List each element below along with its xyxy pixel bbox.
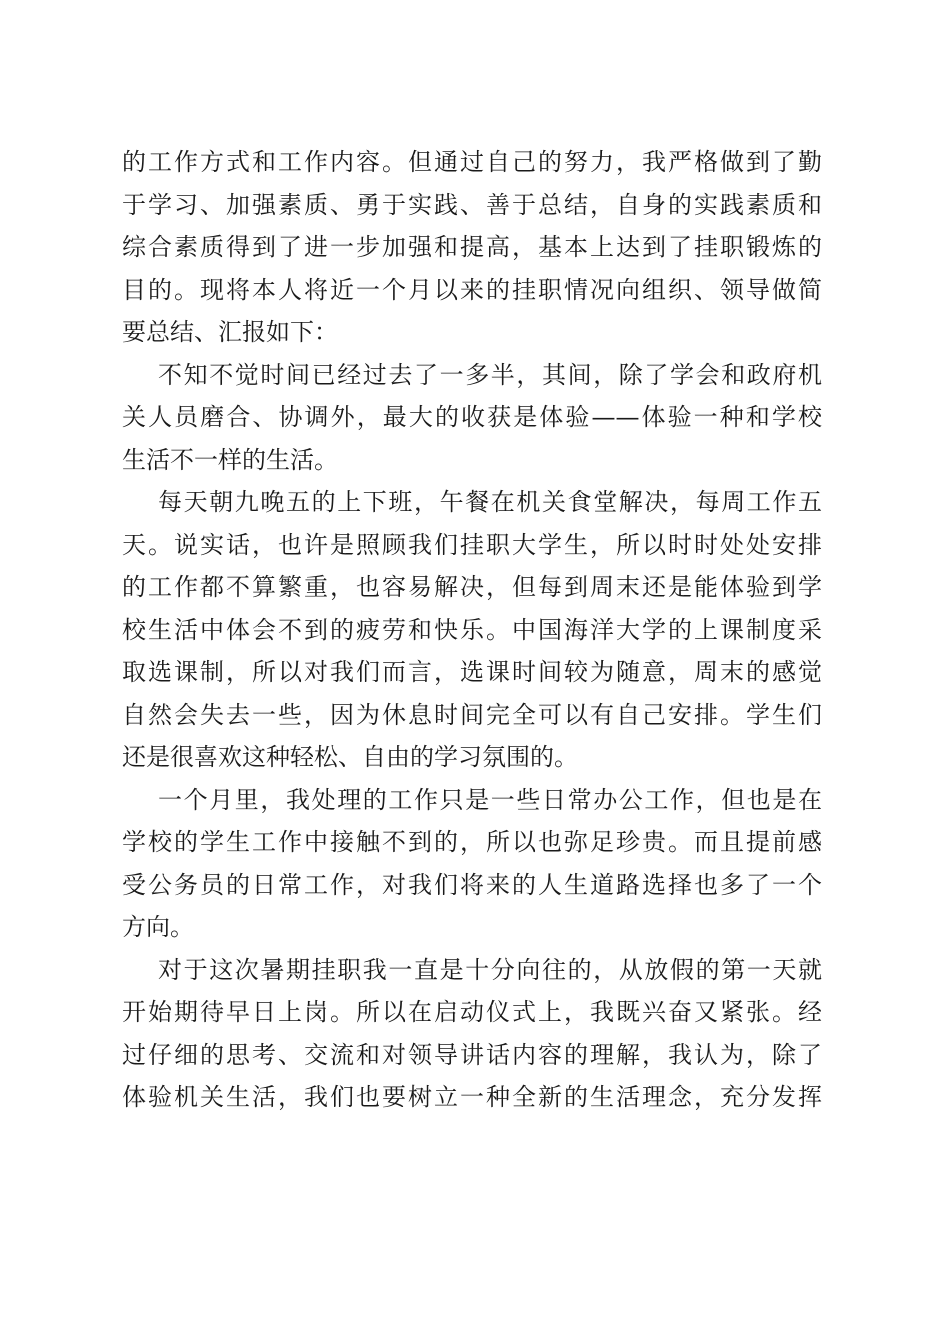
text-line: 一个月里，我处理的工作只是一些日常办公工作，但也是在 <box>158 785 822 814</box>
text-line: 关人员磨合、协调外，最大的收获是体验——体验一种和学校 <box>122 403 822 431</box>
text-line: 不知不觉时间已经过去了一多半，其间，除了学会和政府机 <box>158 360 822 389</box>
paragraph <box>122 481 822 779</box>
text-line: 还是很喜欢这种轻松、自由的学习氛围的。 <box>122 743 578 771</box>
text-line: 学校的学生工作中接触不到的，所以也弥足珍贵。而且提前感 <box>122 828 822 856</box>
text-line: 受公务员的日常工作，对我们将来的人生道路选择也多了一个 <box>122 870 822 899</box>
text-line: 对于这次暑期挂职我一直是十分向往的，从放假的第一天就 <box>158 955 822 984</box>
text-line: 目的。现将本人将近一个月以来的挂职情况向组织、领导做简 <box>122 275 822 304</box>
text-line: 每天朝九晚五的上下班，午餐在机关食堂解决，每周工作五 <box>158 488 822 516</box>
text-line: 的工作方式和工作内容。但通过自己的努力，我严格做到了勤 <box>122 148 822 176</box>
text-line: 综合素质得到了进一步加强和提高，基本上达到了挂职锻炼的 <box>122 233 822 261</box>
text-line: 天。说实话，也许是照顾我们挂职大学生，所以时时处处安排 <box>122 530 822 559</box>
text-line: 方向。 <box>122 913 194 941</box>
text-line: 过仔细的思考、交流和对领导讲话内容的理解，我认为，除了 <box>122 1040 822 1069</box>
paragraph <box>122 354 822 482</box>
text-line: 要总结、汇报如下： <box>122 318 338 346</box>
text-line: 生活不一样的生活。 <box>122 445 338 474</box>
document-body <box>122 141 822 1119</box>
text-line: 校生活中体会不到的疲劳和快乐。中国海洋大学的上课制度采 <box>122 615 822 644</box>
text-line: 的工作都不算繁重，也容易解决，但每到周末还是能体验到学 <box>122 573 822 601</box>
text-line: 体验机关生活，我们也要树立一种全新的生活理念，充分发挥 <box>122 1083 822 1111</box>
text-line: 取选课制，所以对我们而言，选课时间较为随意，周末的感觉 <box>122 658 822 686</box>
paragraph <box>122 949 822 1119</box>
paragraph <box>122 141 822 354</box>
text-line: 自然会失去一些，因为休息时间完全可以有自己安排。学生们 <box>122 700 822 729</box>
text-line: 开始期待早日上岗。所以在启动仪式上，我既兴奋又紧张。经 <box>122 998 822 1026</box>
paragraph <box>122 779 822 949</box>
text-line: 于学习、加强素质、勇于实践、善于总结，自身的实践素质和 <box>122 190 822 219</box>
